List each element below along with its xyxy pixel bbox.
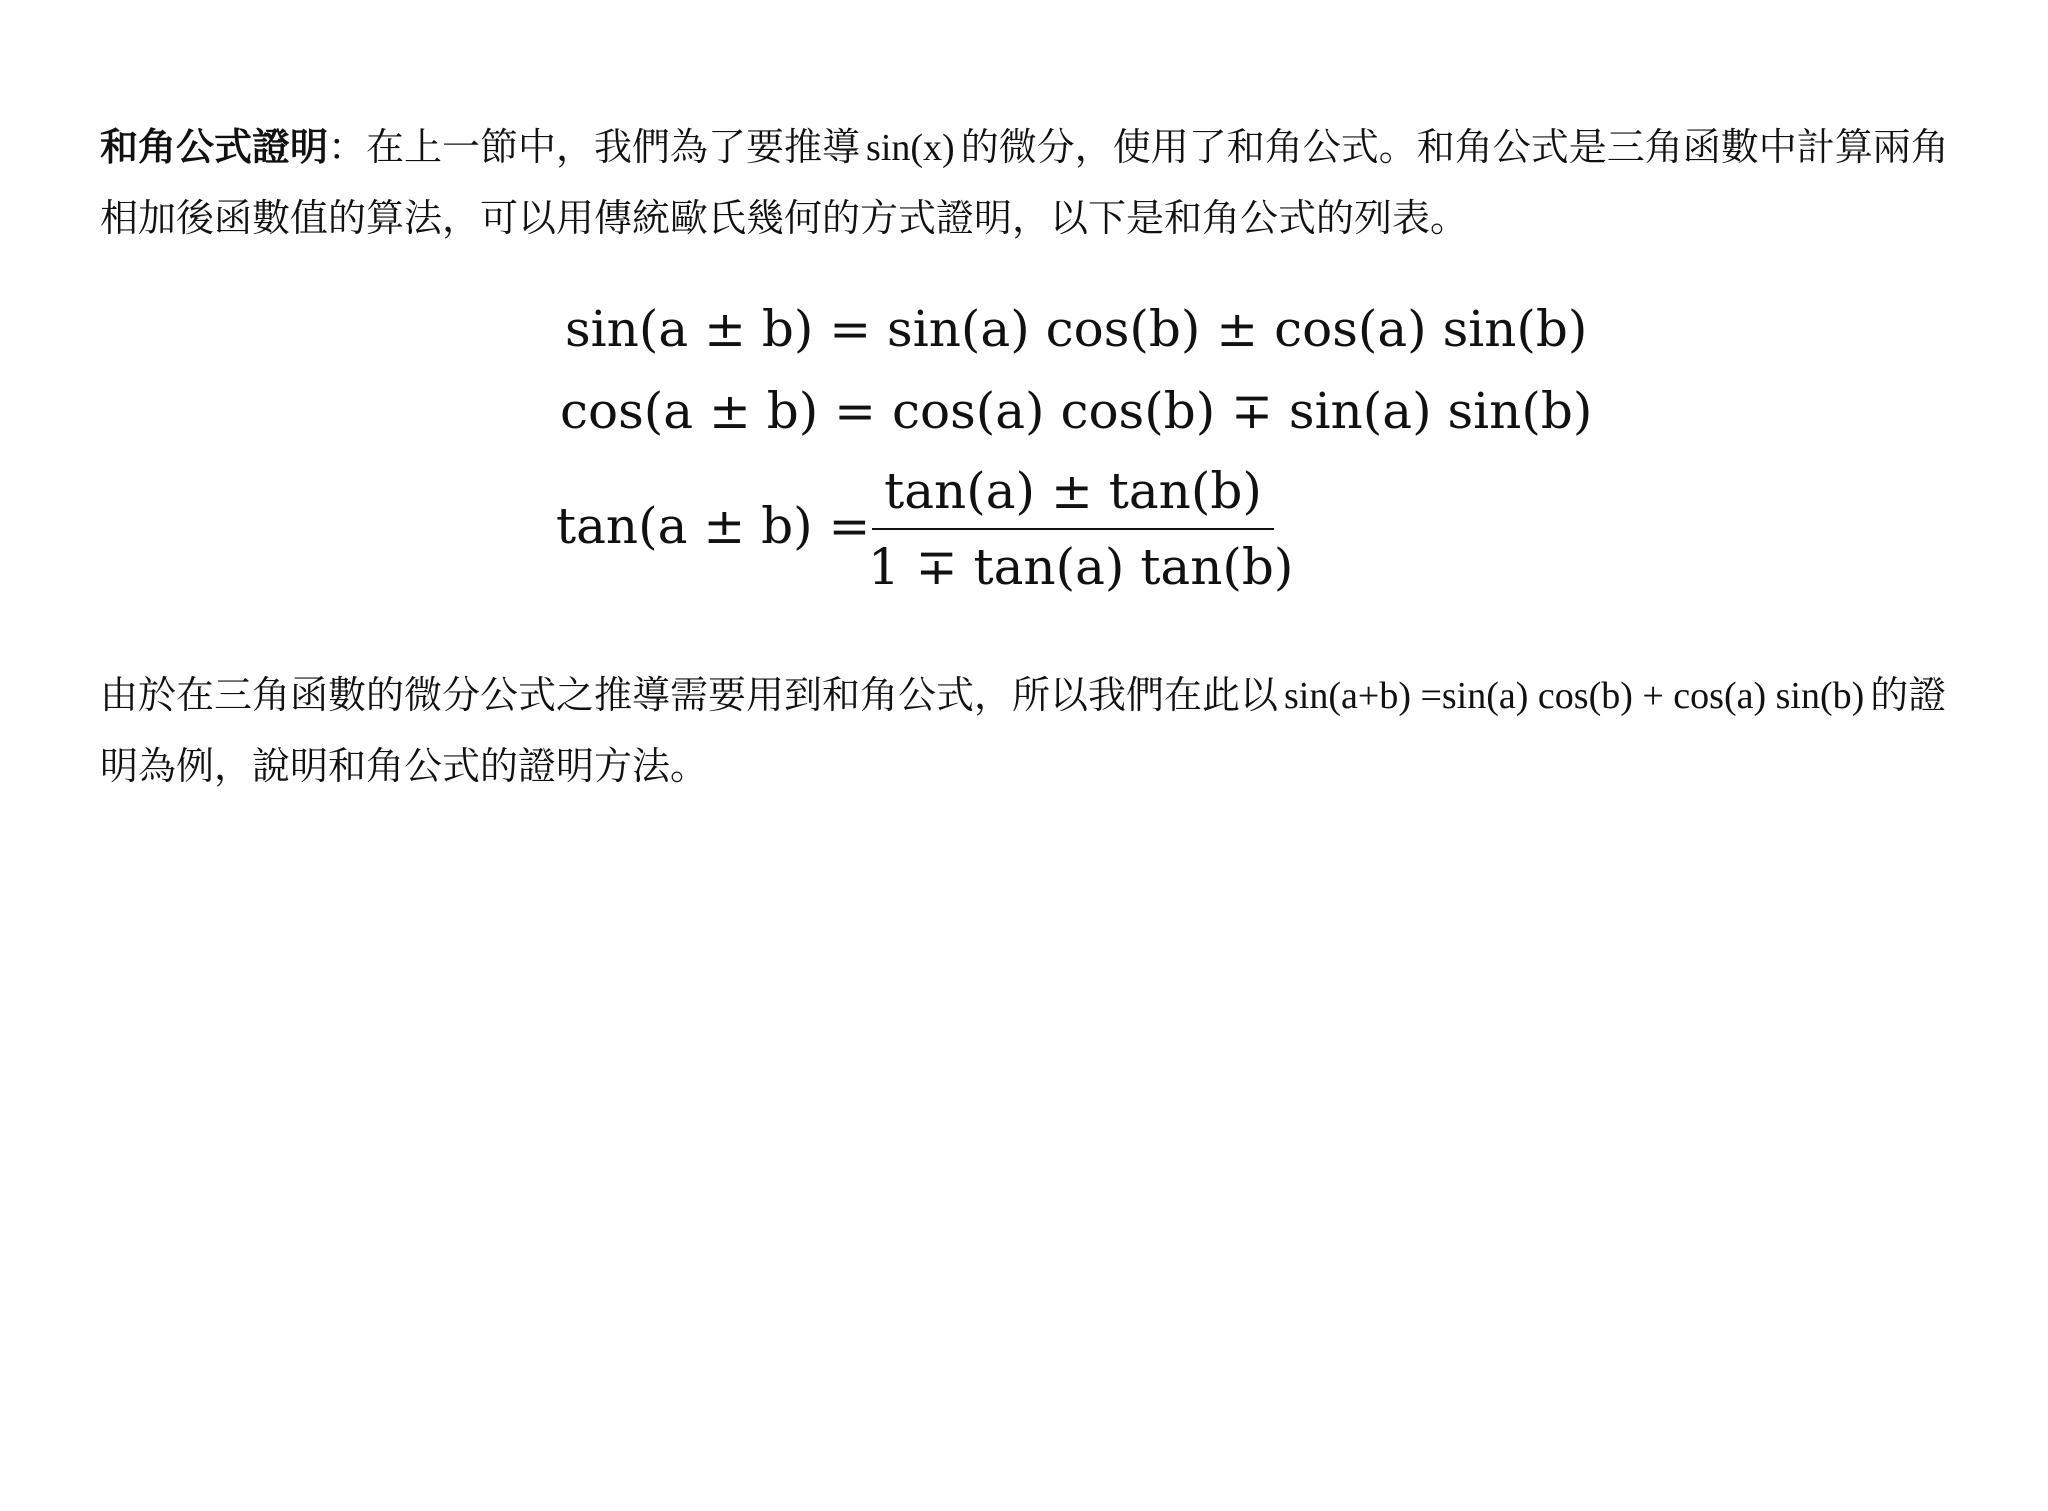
intro-paragraph [100, 112, 1960, 253]
cos-sum-formula: cos(a ± b) = cos(a) cos(b) ∓ sin(a) sin(b) [560, 382, 1593, 440]
heading-colon: ： [328, 125, 367, 169]
sin-sum-formula: sin(a ± b) = sin(a) cos(b) ± cos(a) sin(b) [565, 300, 1588, 358]
outro-text-start: 由於在三角函數的微分公式之推導需要用到和角公式，所以我們在此以 [100, 673, 1279, 717]
inline-math-sinx: sin(x) [866, 127, 955, 169]
tan-fraction-numerator: tan(a) ± tan(b) [884, 462, 1262, 520]
intro-text-end: 的微分，使用了和角公式。和角公式是三角函數中計算兩角相加後函數值的算法，可以用傳統歐氏幾何的方式證明，以下是和角公式的列表。 [100, 125, 1949, 240]
intro-text-start: 在上一節中，我們為了要推導 [366, 125, 861, 169]
tan-sum-formula-lhs: tan(a ± b) = [556, 497, 871, 555]
section-heading: 和角公式證明 [100, 124, 329, 169]
tan-fraction-denominator: 1 ∓ tan(a) tan(b) [868, 538, 1294, 596]
outro-paragraph [100, 660, 1960, 801]
fraction-bar [872, 528, 1274, 530]
inline-math-sin-sum: sin(a+b) =sin(a) cos(b) + cos(a) sin(b) [1284, 675, 1865, 717]
tan-fraction [868, 462, 1294, 602]
outro-text-end: 的證明為例，說明和角公式的證明方法。 [100, 673, 1947, 788]
